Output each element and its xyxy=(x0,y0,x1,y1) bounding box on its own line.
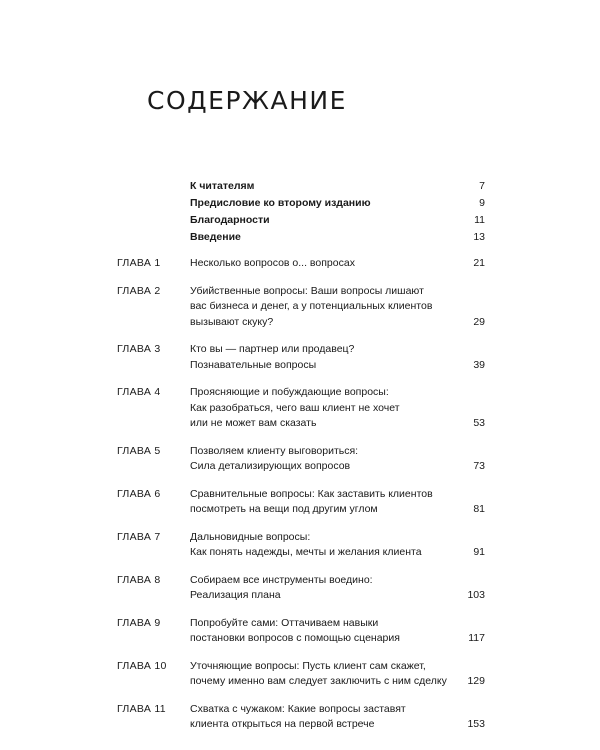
chapter-label: ГЛАВА 5 xyxy=(117,444,161,457)
chapter-label: ГЛАВА 8 xyxy=(117,573,161,586)
chapter-title-line: постановки вопросов с помощью сценария xyxy=(190,632,400,644)
chapter-title-line: Попробуйте сами: Оттачиваем навыки xyxy=(190,616,379,629)
chapter-page-number: 153 xyxy=(467,718,485,730)
chapter-entry[interactable] xyxy=(117,616,485,647)
chapter-entry[interactable] xyxy=(117,573,485,604)
chapter-page-number: 21 xyxy=(473,257,485,269)
chapter-title-line: Сравнительные вопросы: Как заставить клиентов xyxy=(190,487,433,500)
chapter-entry[interactable] xyxy=(117,284,485,331)
chapter-title-line: Схватка с чужаком: Какие вопросы заставят xyxy=(190,702,406,715)
chapter-title-line: Несколько вопросов о... вопросах xyxy=(190,257,355,269)
chapter-title-line: Как понять надежды, мечты и желания клиента xyxy=(190,546,422,558)
chapter-title-line: Позволяем клиенту выговориться: xyxy=(190,444,359,457)
chapter-title-line: Кто вы — партнер или продавец? xyxy=(190,343,355,355)
chapter-entry[interactable] xyxy=(117,444,485,475)
chapter-page-number: 29 xyxy=(473,315,485,328)
chapter-list xyxy=(117,256,485,745)
chapter-title-line: Сила детализирующих вопросов xyxy=(190,460,351,472)
chapter-page-number: 91 xyxy=(473,546,485,558)
chapter-entry[interactable] xyxy=(117,702,485,733)
chapter-title-line: Реализация плана xyxy=(190,589,281,601)
front-matter-list xyxy=(190,178,485,246)
chapter-entry[interactable] xyxy=(117,659,485,690)
toc-page-number: 9 xyxy=(479,197,485,209)
page-title: СОДЕРЖАНИЕ xyxy=(147,86,347,115)
chapter-entry[interactable] xyxy=(117,385,485,432)
toc-entry-title: Введение xyxy=(190,231,241,243)
chapter-title-line: Познавательные вопросы xyxy=(190,358,317,371)
chapter-label: ГЛАВА 1 xyxy=(117,257,161,269)
chapter-page-number: 53 xyxy=(473,417,485,429)
chapter-page-number: 117 xyxy=(468,632,485,644)
chapter-label: ГЛАВА 11 xyxy=(117,702,166,715)
chapter-page-number: 81 xyxy=(473,503,485,515)
chapter-label: ГЛАВА 6 xyxy=(117,487,161,500)
toc-entry[interactable] xyxy=(190,212,485,229)
toc-entry[interactable] xyxy=(190,229,485,246)
chapter-entry[interactable] xyxy=(117,342,485,373)
toc-page-number: 13 xyxy=(473,231,485,243)
chapter-entry[interactable] xyxy=(117,256,485,272)
chapter-label: ГЛАВА 3 xyxy=(117,343,161,355)
chapter-page-number: 129 xyxy=(467,675,485,687)
chapter-title-line: Дальновидные вопросы: xyxy=(190,530,311,543)
chapter-page-number: 103 xyxy=(467,589,485,601)
toc-entry-title: Предисловие ко второму изданию xyxy=(190,197,371,209)
chapter-title-line: почему именно вам следует заключить с ним сделку xyxy=(190,675,447,687)
chapter-title-line: или не может вам сказать xyxy=(190,417,317,429)
chapter-title-line: вызывают скуку? xyxy=(190,315,274,328)
chapter-title-line: Убийственные вопросы: Ваши вопросы лишают xyxy=(190,284,424,297)
toc-entry-title: Благодарности xyxy=(190,214,270,226)
chapter-title-line: Как разобраться, чего ваш клиент не хочет xyxy=(190,401,400,414)
chapter-label: ГЛАВА 2 xyxy=(117,284,161,297)
chapter-label: ГЛАВА 4 xyxy=(117,386,161,398)
toc-entry-title: К читателям xyxy=(190,180,255,192)
chapter-page-number: 73 xyxy=(473,460,485,472)
chapter-title-line: посмотреть на вещи под другим углом xyxy=(190,503,378,515)
chapter-title-line: Проясняющие и побуждающие вопросы: xyxy=(190,386,389,398)
chapter-label: ГЛАВА 9 xyxy=(117,616,161,629)
toc-page-number: 11 xyxy=(474,214,485,226)
chapter-entry[interactable] xyxy=(117,530,485,561)
chapter-page-number: 39 xyxy=(473,358,485,371)
chapter-label: ГЛАВА 10 xyxy=(117,659,167,672)
toc-entry[interactable] xyxy=(190,195,485,212)
chapter-label: ГЛАВА 7 xyxy=(117,530,161,543)
toc-entry[interactable] xyxy=(190,178,485,195)
chapter-entry[interactable] xyxy=(117,487,485,518)
chapter-title-line: вас бизнеса и денег, а у потенциальных клиентов xyxy=(190,300,433,312)
chapter-title-line: Уточняющие вопросы: Пусть клиент сам скажет, xyxy=(190,659,426,672)
toc-page-number: 7 xyxy=(479,180,485,192)
chapter-title-line: клиента открыться на первой встрече xyxy=(190,718,375,730)
chapter-title-line: Собираем все инструменты воедино: xyxy=(190,573,373,586)
